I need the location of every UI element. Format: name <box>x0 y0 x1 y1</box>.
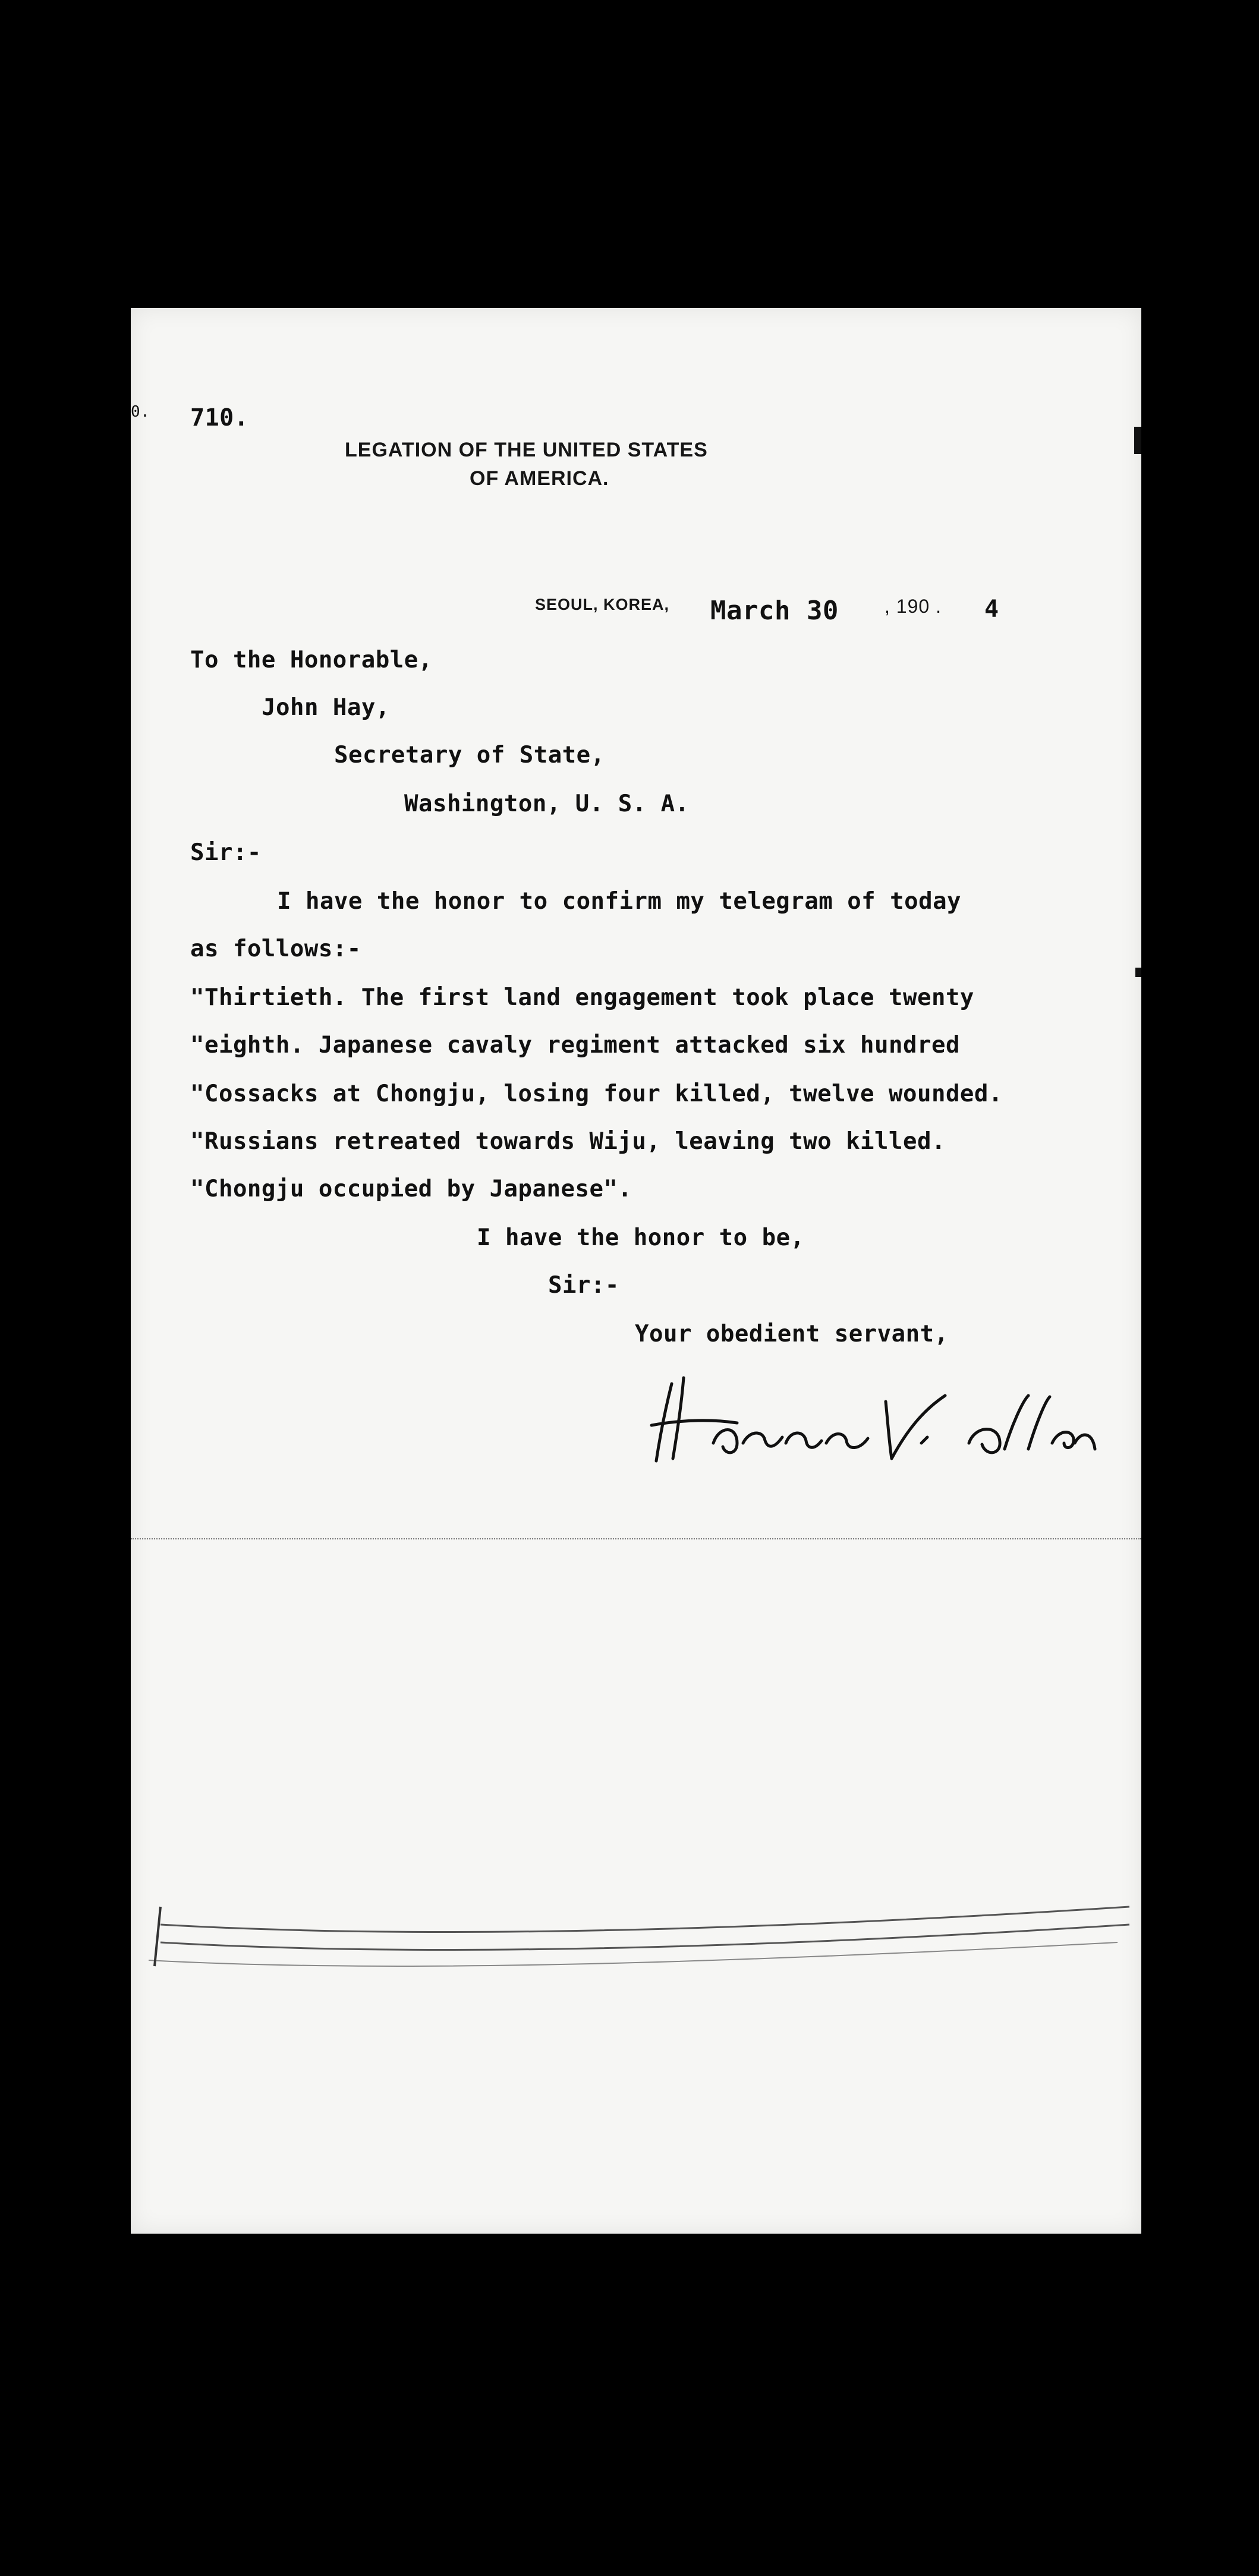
body-line-4: "eighth. Japanese cavaly regiment attacked six hundred <box>190 1032 960 1059</box>
body-line-1: I have the honor to confirm my telegram of today <box>277 888 962 915</box>
address-title: Secretary of State, <box>334 742 605 769</box>
address-to: To the Honorable, <box>190 647 433 673</box>
body-line-7: "Chongju occupied by Japanese". <box>190 1176 632 1202</box>
closing-line-2: Sir:- <box>548 1272 619 1299</box>
letterhead-line-2: OF AMERICA. <box>470 467 609 490</box>
body-line-3: "Thirtieth. The first land engagement took place twenty <box>190 984 974 1011</box>
closing-line-3: Your obedient servant, <box>635 1321 949 1347</box>
body-line-6: "Russians retreated towards Wiju, leaving two killed. <box>190 1128 946 1155</box>
dateline-year-prefix: , 190 . <box>885 596 942 617</box>
fold-line <box>131 1538 1141 1539</box>
dateline-year-suffix: 4 <box>984 596 999 623</box>
margin-number: 0. <box>131 403 150 421</box>
address-name: John Hay, <box>262 694 390 721</box>
closing-line-1: I have the honor to be, <box>477 1224 805 1251</box>
handwritten-signature <box>648 1360 1100 1479</box>
page-fold-curves <box>131 1901 1141 2008</box>
body-line-2: as follows:- <box>190 936 361 962</box>
address-place: Washington, U. S. A. <box>404 791 690 817</box>
dispatch-number: 710. <box>190 404 249 432</box>
greeting: Sir:- <box>190 839 262 866</box>
edge-mark <box>1134 427 1141 454</box>
dateline-place: SEOUL, KOREA, <box>535 596 670 613</box>
letterhead-line-1: LEGATION OF THE UNITED STATES <box>345 439 708 461</box>
letter-page <box>131 308 1141 2234</box>
edge-mark <box>1135 968 1141 977</box>
body-line-5: "Cossacks at Chongju, losing four killed, twelve wounded. <box>190 1081 1003 1107</box>
dateline-date: March 30 <box>710 596 839 626</box>
